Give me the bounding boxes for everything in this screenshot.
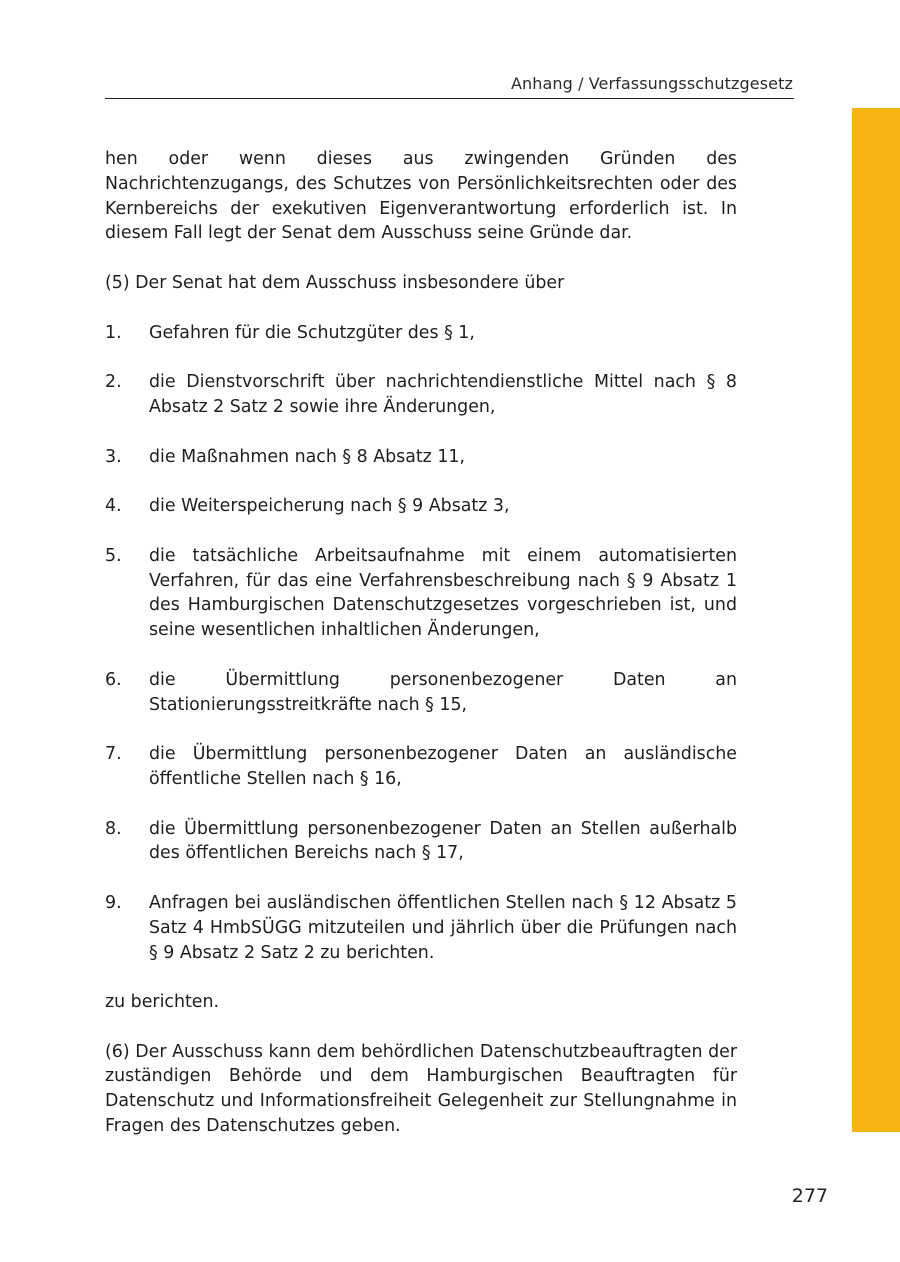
section-6-paragraph: (6) Der Ausschuss kann dem behördlichen Datenschutzbeauftragten der zuständigen Behörde und dem Hamburgischen Beauftragten für Datenschutz und Informationsfreiheit Gelegenheit zur Stellungnahme in Fragen des Datenschutzes geben. <box>105 1041 737 1137</box>
list-item-text: die Weiterspeicherung nach § 9 Absatz 3, <box>149 496 510 517</box>
list-item-text: die Übermittlung personenbezogener Daten an ausländische öffentliche Stellen nach § 16, <box>149 744 737 789</box>
list-item-number: 9. <box>105 892 122 913</box>
list-item <box>105 742 737 792</box>
list-item-number: 1. <box>105 322 122 343</box>
list-item-number: 7. <box>105 744 122 765</box>
running-header: Anhang / Verfassungsschutzgesetz <box>510 74 793 93</box>
list-item-number: 3. <box>105 446 122 467</box>
page-body <box>105 147 737 1139</box>
list-item-number: 2. <box>105 372 122 393</box>
list-item-text: die Übermittlung personenbezogener Daten an Stationierungsstreitkräfte nach § 15, <box>149 669 737 715</box>
section-5-intro: (5) Der Senat hat dem Ausschuss insbesondere über <box>105 272 565 293</box>
list-item <box>105 445 737 470</box>
page-number: 277 <box>791 1185 828 1207</box>
list-item-text: Gefahren für die Schutzgüter des § 1, <box>149 322 475 343</box>
list-item <box>105 891 737 965</box>
continuation-paragraph: hen oder wenn dieses aus zwingenden Gründen des Nachrichtenzugangs, des Schutzes von Persönlichkeitsrechten oder des Kernbereichs der exekutiven Eigenverantwortung erforderlich ist. In diesem Fall legt der Senat dem Ausschuss seine Gründe dar. <box>105 149 737 244</box>
list-item-text: Anfragen bei ausländischen öffentlichen Stellen nach § 12 Absatz 5 Satz 4 HmbSÜGG mitzuteilen und jährlich über die Prüfungen nach § 9 Absatz 2 Satz 2 zu berichten. <box>149 892 737 963</box>
list-item <box>105 817 737 867</box>
chapter-side-tab <box>852 108 900 1132</box>
list-item <box>105 370 737 420</box>
list-item-text: die Dienstvorschrift über nachrichtendienstliche Mittel nach § 8 Absatz 2 Satz 2 sowie ihre Änderungen, <box>149 372 737 417</box>
enumeration-list <box>105 321 737 966</box>
list-item <box>105 668 737 718</box>
section-5-closing: zu berichten. <box>105 992 220 1013</box>
list-item-number: 4. <box>105 496 122 517</box>
list-item-text: die Übermittlung personenbezogener Daten an Stellen außerhalb des öffentlichen Bereichs nach § 17, <box>149 818 737 864</box>
list-item <box>105 494 737 519</box>
list-item-text: die tatsächliche Arbeitsaufnahme mit einem automatisierten Verfahren, für das eine Verfahrensbeschreibung nach § 9 Absatz 1 des Hamburgischen Datenschutzgesetzes vorgeschrieben ist, und seine wesentlichen inhaltlichen Änderungen, <box>149 545 737 641</box>
header-rule <box>105 98 794 99</box>
list-item <box>105 544 737 643</box>
list-item-number: 8. <box>105 818 122 839</box>
list-item-text: die Maßnahmen nach § 8 Absatz 11, <box>149 446 465 467</box>
list-item-number: 5. <box>105 545 122 566</box>
list-item <box>105 321 737 346</box>
list-item-number: 6. <box>105 669 122 690</box>
